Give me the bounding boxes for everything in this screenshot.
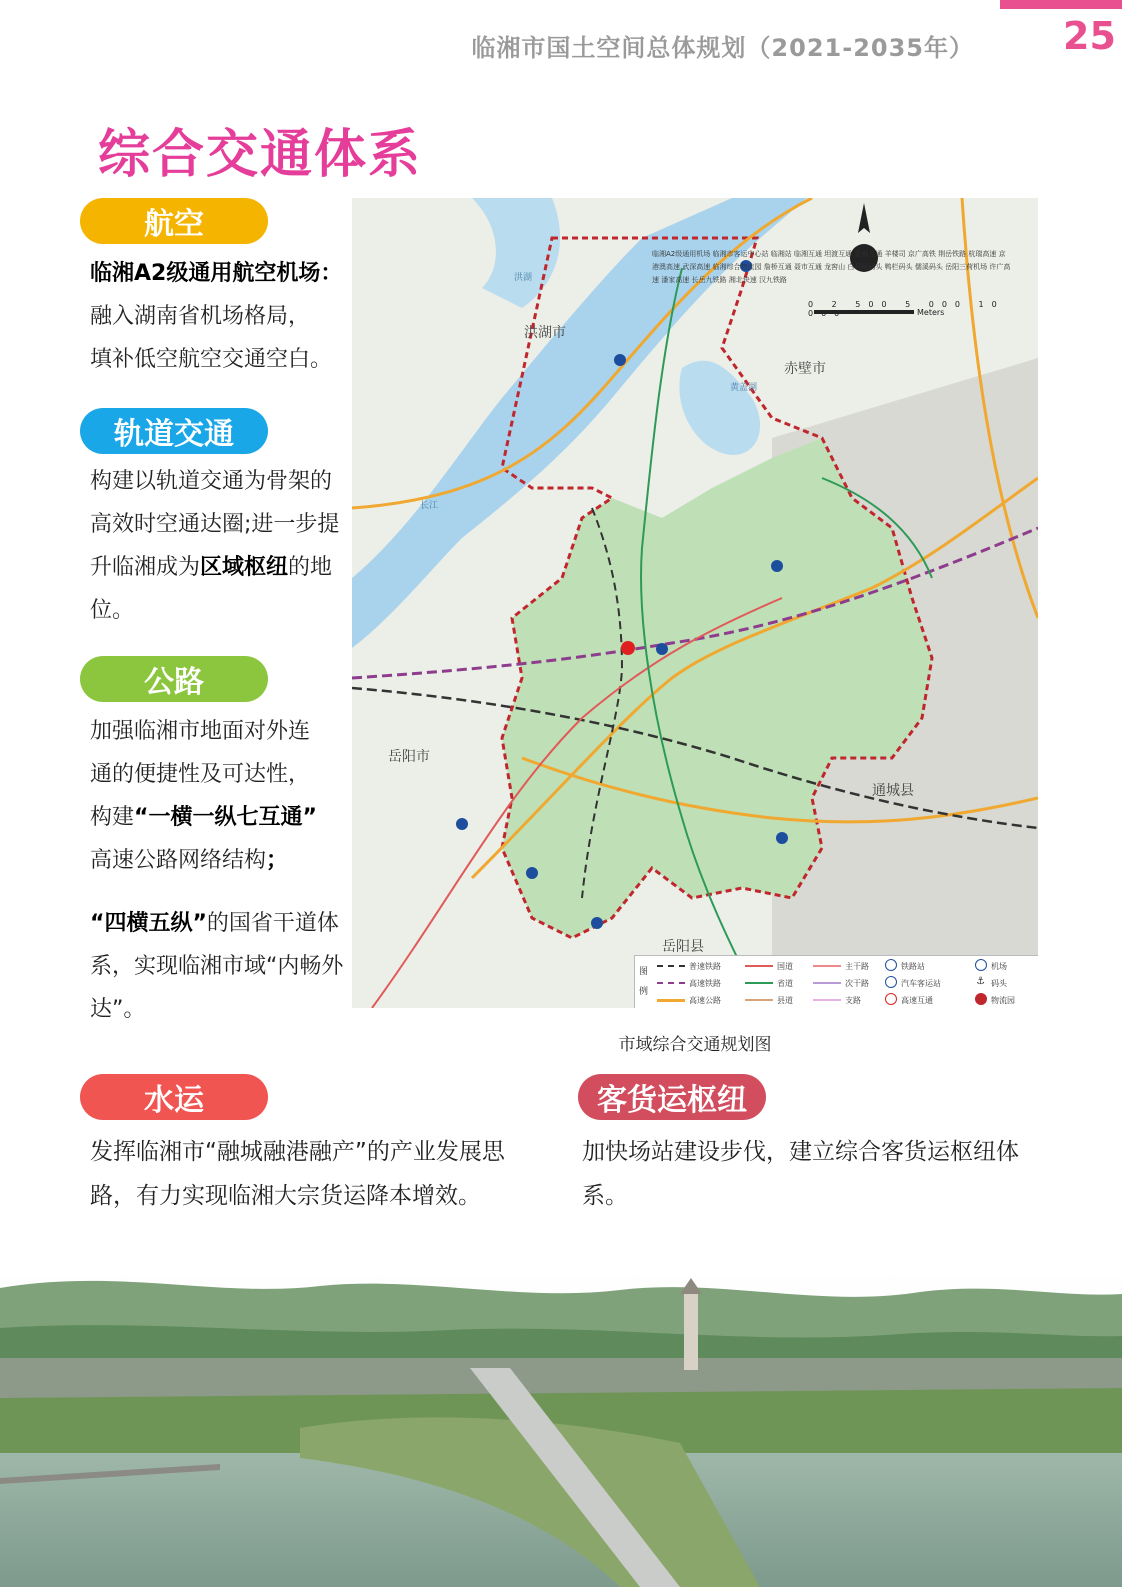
landscape-illustration: [0, 1268, 1122, 1587]
map-graphic: [352, 198, 1038, 1008]
map-poi-labels: [652, 248, 1012, 287]
section-road-text: [90, 710, 352, 1031]
legend-label-port: 码头: [991, 979, 1007, 988]
legend-label-logistics: 物流园: [991, 996, 1015, 1005]
legend-label-main-road: 主干路: [845, 962, 869, 971]
legend-port-icon: ⚓: [976, 976, 985, 987]
map-place-huanggai-lake: 黄盖湖: [730, 383, 758, 393]
legend-airport-icon: [975, 959, 987, 971]
legend-swatch-normal-rail: [657, 965, 685, 967]
poi-14: 聂市互通: [793, 263, 822, 271]
map-scale-tick-1: 2 500: [831, 300, 895, 309]
legend-bus-station-icon: [885, 976, 897, 988]
legend-swatch-expressway: [657, 999, 685, 1002]
legend-rail-station-icon: [885, 959, 897, 971]
poi-12: 临湘综合物流园: [712, 263, 762, 271]
legend-swatch-provincial-road: [745, 982, 773, 984]
section-water-text: 发挥临湘市“融城融港融产”的产业发展思路，有力实现临湘大宗货运降本增效。: [90, 1139, 505, 1209]
legend-logistics-icon: [975, 993, 987, 1005]
map-place-yueyang-county: 岳阳县: [662, 939, 704, 955]
legend-label-national-road: 国道: [777, 962, 793, 971]
rail-bold: 区域枢纽: [200, 555, 289, 580]
poi-24: 汉九铁路: [758, 276, 787, 284]
section-hub-label: 客货运枢纽: [578, 1074, 766, 1120]
air-lead: 临湘A2级通用航空机场：: [90, 261, 343, 286]
legend-label-county-road: 县道: [777, 996, 793, 1005]
legend-swatch-high-speed-rail: [657, 982, 685, 984]
air-line-1: 融入湖南省机场格局，: [90, 304, 311, 329]
page-title: 综合交通体系: [98, 125, 423, 185]
section-hub-text: 加快场站建设步伐，建立综合客货运枢纽体系。: [582, 1139, 1019, 1209]
section-rail-label: 轨道交通: [80, 408, 268, 454]
poi-8: 荆岳铁路: [938, 250, 967, 258]
section-road-label: 公路: [80, 656, 268, 702]
section-rail-text: [90, 460, 350, 632]
poi-11: 武深高速: [682, 263, 711, 271]
map-place-honghu-lake: 洪湖: [514, 273, 533, 283]
legend-swatch-branch-road: [813, 999, 841, 1001]
map-place-yueyang-city: 岳阳市: [388, 749, 430, 765]
legend-label-provincial-road: 省道: [777, 979, 793, 988]
legend-label-rail-station: 铁路站: [901, 962, 925, 971]
legend-label-airport: 机场: [991, 962, 1007, 971]
poi-10: 京港澳高速: [652, 250, 1006, 271]
road-line-2: 通的便捷性及可达性，: [90, 762, 311, 787]
poi-17: 鸭栏码头: [884, 263, 913, 271]
poi-23: 湘北快速: [728, 276, 757, 284]
poi-19: 岳阳三荷机场: [945, 263, 988, 271]
map-scale-tick-0: 0: [808, 300, 822, 309]
poi-5: 金鸡互通: [854, 250, 883, 258]
map-place-honghu-city: 洪湖市: [524, 325, 566, 341]
transport-map: [352, 198, 1038, 1008]
poi-1: 临湘市客运中心站: [712, 250, 769, 258]
legend-label-interchange: 高速互通: [901, 996, 933, 1005]
map-scale-unit: Meters: [917, 308, 945, 317]
road-bold-2: “四横五纵”: [90, 911, 207, 936]
poi-13: 詹桥互通: [763, 263, 792, 271]
poi-15: 龙窖山: [824, 263, 846, 271]
poi-20: 许广高速: [652, 263, 1011, 284]
poi-16: 白马矶码头: [847, 263, 883, 271]
map-place-yangtze: 长江: [420, 501, 439, 511]
map-caption: 市域综合交通规划图: [618, 1035, 772, 1055]
rail-text-1: 构建以轨道交通为骨架的高效时空通达圈;进一步提升临湘成为: [90, 469, 340, 580]
road-line-4: 高速公路网络结构: [90, 848, 267, 873]
poi-21: 潘家高速: [661, 276, 690, 284]
poi-6: 羊楼司: [884, 250, 906, 258]
map-scale-tick-2: 5 000: [905, 300, 968, 309]
poi-2: 临湘站: [770, 250, 792, 258]
poi-22: 长岳九铁路: [691, 276, 727, 284]
road-post: 的国省干道体系，实现临湘市域“内畅外达”。: [90, 911, 344, 1022]
header-title: 临湘市国土空间总体规划（2021-2035年）: [471, 34, 974, 62]
legend-swatch-national-road: [745, 965, 773, 967]
bottom-landscape-photo: [0, 1268, 1122, 1587]
section-air-text: [90, 252, 360, 381]
air-line-2: 填补低空航空交通空白。: [90, 347, 333, 372]
legend-label-branch-road: 支路: [845, 996, 861, 1005]
road-line-1: 加强临湘市地面对外连: [90, 719, 311, 744]
header-accent-bar: [1000, 0, 1122, 9]
legend-label-secondary-road: 次干路: [845, 979, 869, 988]
map-legend: [634, 955, 1038, 1008]
poi-0: 临湘A2级通用机场: [652, 250, 711, 258]
poi-9: 杭瑞高速: [968, 250, 997, 258]
map-place-chibi: 赤壁市: [784, 361, 826, 377]
map-place-tongcheng: 通城县: [872, 783, 914, 799]
legend-title: 图例: [639, 967, 649, 997]
page-number: 25: [1063, 14, 1116, 58]
rail-text-2: 的地位。: [90, 555, 333, 623]
poi-7: 京广高铁: [907, 250, 936, 258]
road-pre: 构建: [90, 805, 135, 830]
legend-label-normal-rail: 普速铁路: [689, 962, 721, 971]
road-semicolon: ；: [266, 848, 289, 873]
map-scale-tick-3: 10 000: [808, 300, 1005, 318]
legend-swatch-county-road: [745, 999, 773, 1001]
legend-swatch-main-road: [813, 965, 841, 967]
legend-interchange-icon: [885, 993, 897, 1005]
legend-label-expressway: 高速公路: [689, 996, 721, 1005]
legend-swatch-secondary-road: [813, 982, 841, 984]
road-bold-1: “一横一纵七互通”: [134, 805, 317, 830]
section-water-label: 水运: [80, 1074, 268, 1120]
poi-3: 临湘互通: [793, 250, 822, 258]
poi-4: 坦渡互通: [824, 250, 853, 258]
legend-label-bus-station: 汽车客运站: [901, 979, 941, 988]
section-air-label: 航空: [80, 198, 268, 244]
legend-label-high-speed-rail: 高速铁路: [689, 979, 721, 988]
poi-18: 儒溪码头: [914, 263, 943, 271]
